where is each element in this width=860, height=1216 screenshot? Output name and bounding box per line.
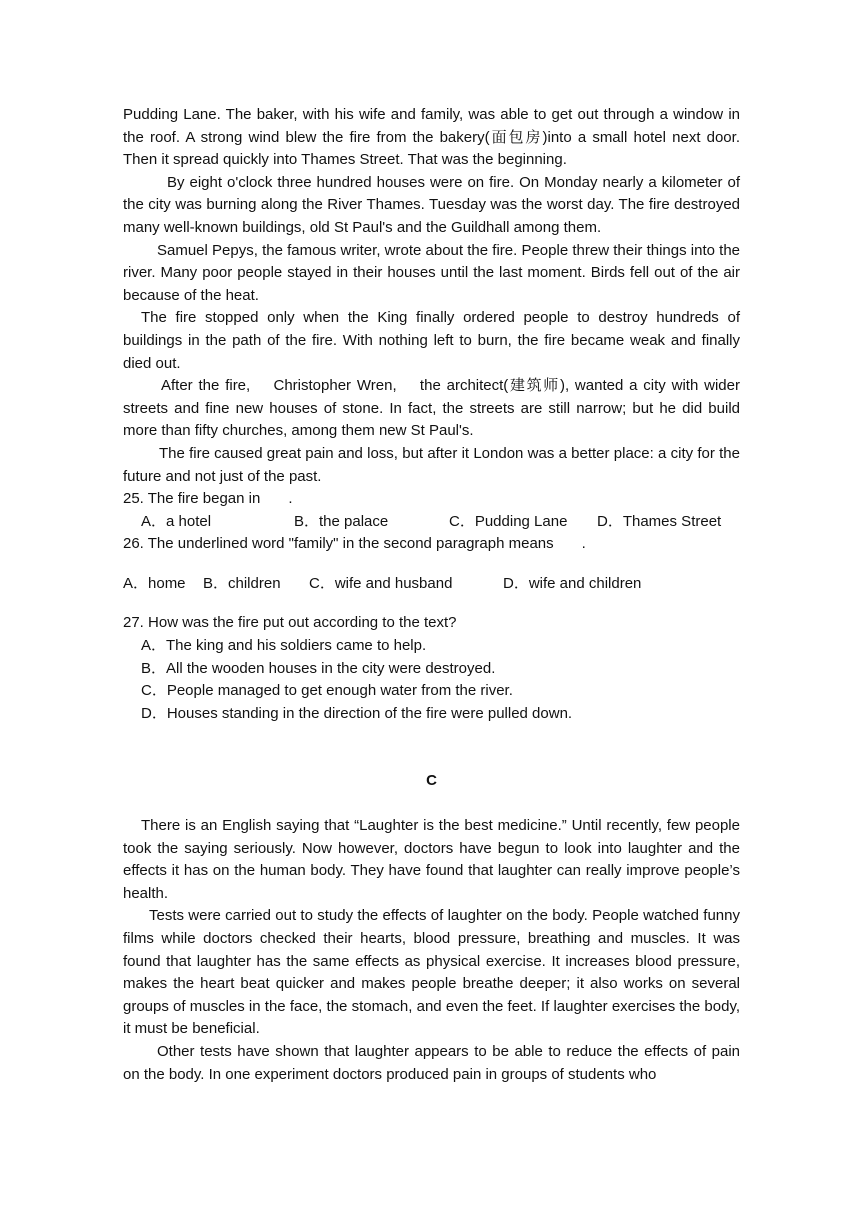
question-25-end: .: [288, 490, 293, 508]
question-25-stem: 25. The fire began in: [123, 490, 261, 508]
passage-b-paragraph-3: Samuel Pepys, the famous writer, wrote about the fire. People threw their things into the river. Many poor people stayed in their houses until the last moment. Birds fell out of the air because of the heat.: [123, 241, 740, 304]
passage-b-paragraph-4: The fire stopped only when the King finally ordered people to destroy hundreds of buildings in the path of the fire. With nothing left to burn, the fire became weak and finally died out.: [123, 309, 740, 372]
option-d: D．Houses standing in the direction of the fire were pulled down.: [141, 704, 573, 722]
option-a: A．a hotel: [141, 512, 212, 530]
question-26-end: .: [581, 535, 586, 553]
document-page: [123, 104, 745, 1086]
option-d: D．wife and children: [503, 574, 642, 592]
question-25-options: [123, 511, 740, 534]
option-c: C．wife and husband: [309, 574, 453, 592]
passage-c-paragraph-2: Tests were carried out to study the effects of laughter on the body. People watched funny films while doctors checked their hearts, blood pressure, breathing and muscles. It was found that laughter has the same effects as physical exercise. It increases blood pressure, makes the heart beat quicker and makes people breathe deeper; it also works on several groups of muscles in the face, the stomach, and even the feet. If laughter exercises the body, it must be beneficial.: [123, 907, 740, 1038]
question-25: [123, 488, 740, 511]
option-b: B．the palace: [294, 512, 389, 530]
option-c: C．People managed to get enough water from the river.: [141, 682, 513, 700]
option-b: B．children: [203, 574, 281, 592]
option-a: A．The king and his soldiers came to help.: [141, 637, 427, 655]
option-a: A．home: [123, 574, 186, 592]
option-b: B．All the wooden houses in the city were destroyed.: [141, 659, 496, 677]
question-26-options: [123, 573, 740, 596]
question-27: 27. How was the fire put out according to the text?: [123, 614, 457, 632]
passage-c-heading: C: [426, 772, 437, 790]
passage-c-paragraph-1: There is an English saying that “Laughter is the best medicine.” Until recently, few people took the saying seriously. Now however, doctors have begun to look into laughter and the effects it has on the human body. They have found that laughter can really improve people’s health.: [123, 817, 740, 902]
passage-b-paragraph-1: Pudding Lane. The baker, with his wife and family, was able to get out through a window in the roof. A strong wind blew the fire from the bakery(面包房)into a small hotel next door. Then it spread quickly into Thames Street. That was the beginning.: [123, 106, 740, 169]
passage-b-paragraph-5: After the fire, Christopher Wren, the architect(建筑师), wanted a city with wider streets and fine new houses of stone. In fact, the streets are still narrow; but he did build more than fifty churches, among them new St Paul's.: [123, 377, 745, 440]
option-d: D．Thames Street: [597, 512, 722, 530]
passage-b-paragraph-2: By eight o'clock three hundred houses were on fire. On Monday nearly a kilometer of the city was burning along the River Thames. Tuesday was the worst day. The fire destroyed many well-known buildings, old St Paul's and the Guildhall among them.: [123, 173, 740, 236]
option-c: C．Pudding Lane: [449, 512, 568, 530]
question-26: [123, 533, 740, 556]
passage-b-paragraph-6: The fire caused great pain and loss, but after it London was a better place: a city for the future and not just of the past.: [123, 444, 740, 485]
passage-c-paragraph-3: Other tests have shown that laughter appears to be able to reduce the effects of pain on the body. In one experiment doctors produced pain in groups of students who: [123, 1042, 740, 1083]
question-26-stem: 26. The underlined word "family" in the second paragraph means: [123, 535, 554, 553]
